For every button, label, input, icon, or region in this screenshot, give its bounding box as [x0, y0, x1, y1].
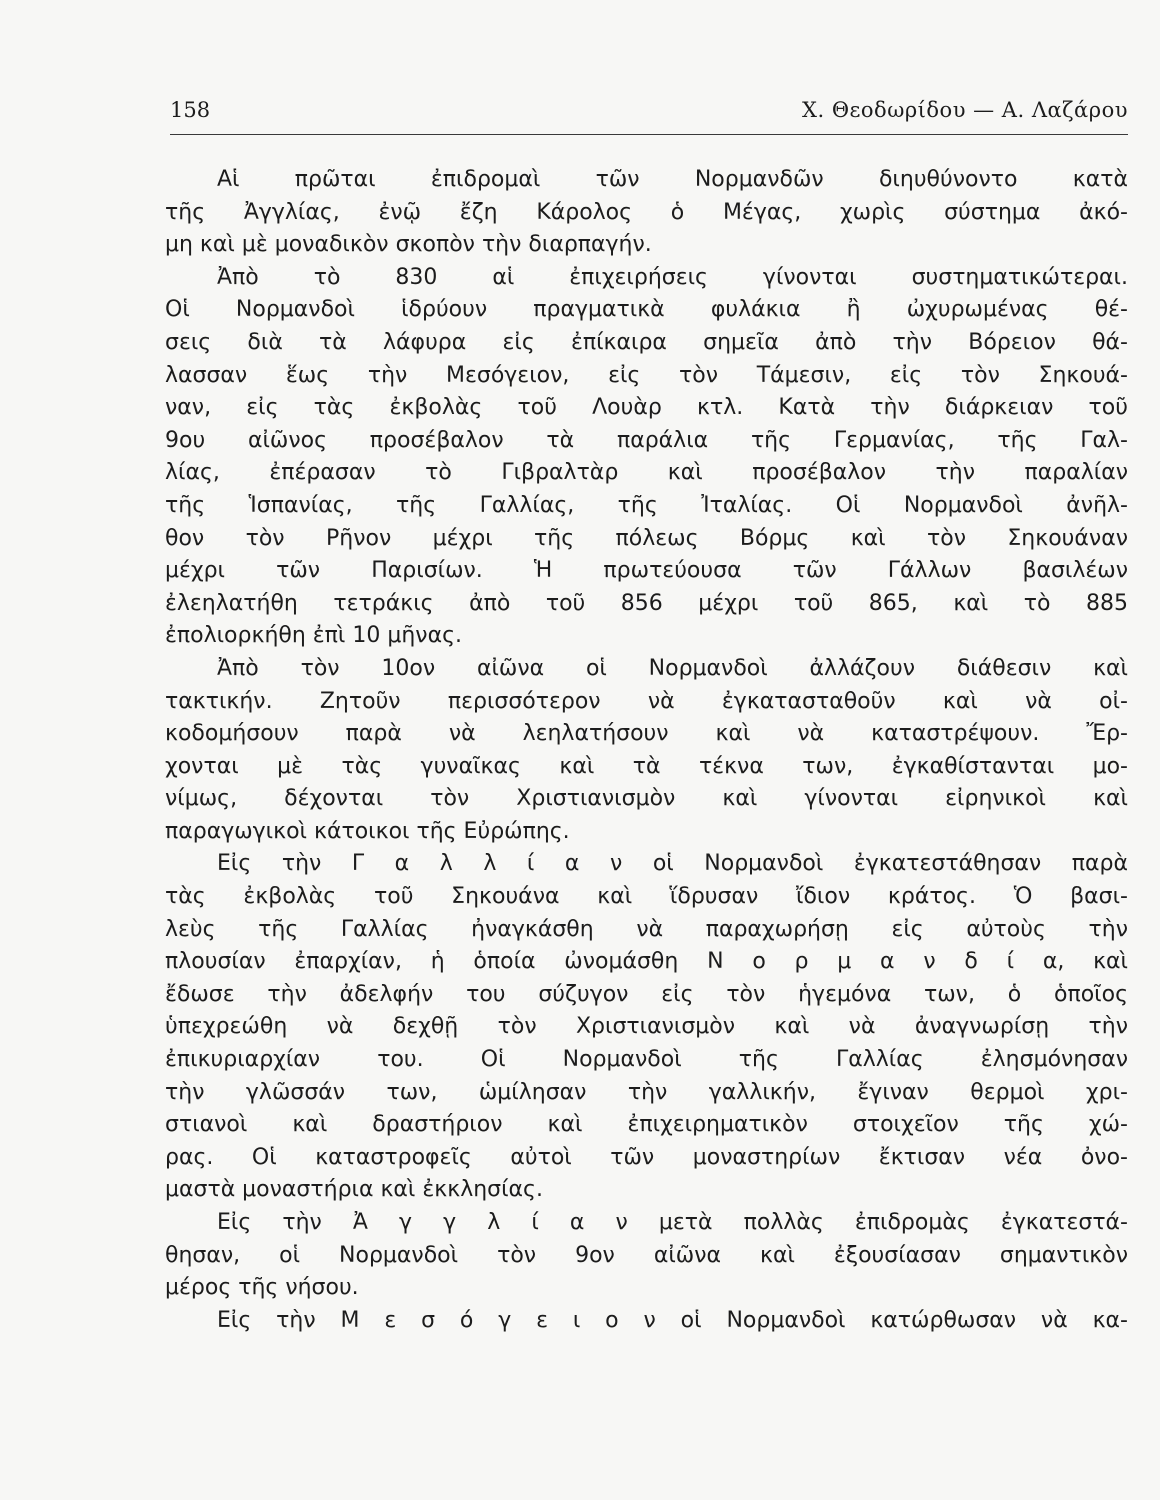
text-line: Ἀπὸ τὸν 10ον αἰῶνα οἱ Νορμανδοὶ ἀλλάζουν διάθεσιν καὶ [217, 655, 1128, 681]
text-line: Αἱ πρῶται ἐπιδρομαὶ τῶν Νορμανδῶν διηυθύνοντο κατὰ [217, 167, 1128, 192]
text-line: μαστὰ μοναστήρια καὶ ἐκκλησίας. [165, 1177, 543, 1203]
text-line: χονται μὲ τὰς γυναῖκας καὶ τὰ τέκνα των, ἐγκαθίστανται μο- [165, 753, 1128, 779]
text-line: παραγωγικοὶ κάτοικοι τῆς Εὐρώπης. [165, 818, 570, 844]
text-line: τὰς ἐκβολὰς τοῦ Σηκουάνα καὶ ἵδρυσαν ἴδιον κράτος. Ὁ βασι- [165, 884, 1128, 910]
page-number: 158 [170, 98, 211, 122]
text-line: ὑπεχρεώθη νὰ δεχθῇ τὸν Χριστιανισμὸν καὶ νὰ ἀναγνωρίσῃ τὴν [165, 1014, 1128, 1040]
text-line: λεὺς τῆς Γαλλίας ἠναγκάσθη νὰ παραχωρήσῃ εἰς αὐτοὺς τὴν [165, 916, 1128, 942]
text-line: στιανοὶ καὶ δραστήριον καὶ ἐπιχειρηματικὸν στοιχεῖον τῆς χώ- [165, 1112, 1128, 1138]
text-line: ἔδωσε τὴν ἀδελφήν του σύζυγον εἰς τὸν ἡγεμόνα των, ὁ ὁποῖος [165, 981, 1128, 1007]
body-text [165, 164, 1128, 1337]
text-line: Εἰς τὴν Μ ε σ ό γ ε ι ο ν οἱ Νορμανδοὶ κατώρθωσαν νὰ κα- [217, 1307, 1128, 1333]
text-line: μέχρι τῶν Παρισίων. Ἡ πρωτεύουσα τῶν Γάλλων βασιλέων [165, 558, 1128, 584]
text-line: Εἰς τὴν Ἀ γ γ λ ί α ν μετὰ πολλὰς ἐπιδρομὰς ἐγκατεστά- [217, 1210, 1128, 1235]
header-rule [170, 134, 1128, 135]
text-line: Ἀπὸ τὸ 830 αἱ ἐπιχειρήσεις γίνονται συστηματικώτεραι. [217, 264, 1128, 290]
page-header [170, 98, 1128, 134]
text-line: ρας. Οἱ καταστροφεῖς αὐτοὶ τῶν μοναστηρίων ἔκτισαν νέα ὀνο- [165, 1144, 1128, 1170]
text-line: ἐλεηλατήθη τετράκις ἀπὸ τοῦ 856 μέχρι τοῦ 865, καὶ τὸ 885 [165, 590, 1128, 616]
text-line: τὴν γλῶσσάν των, ὡμίλησαν τὴν γαλλικήν, ἔγιναν θερμοὶ χρι- [165, 1079, 1128, 1105]
text-line: τῆς Ἱσπανίας, τῆς Γαλλίας, τῆς Ἰταλίας. Οἱ Νορμανδοὶ ἀνῆλ- [165, 492, 1128, 518]
text-line: Οἱ Νορμανδοὶ ἱδρύουν πραγματικὰ φυλάκια ἢ ὠχυρωμένας θέ- [165, 297, 1128, 323]
text-line: πλουσίαν ἐπαρχίαν, ἡ ὁποία ὠνομάσθη Ν ο ρ μ α ν δ ί α, καὶ [165, 949, 1128, 975]
text-line: θησαν, οἱ Νορμανδοὶ τὸν 9ον αἰῶνα καὶ ἐξουσίασαν σημαντικὸν [165, 1242, 1128, 1268]
text-line: μη καὶ μὲ μοναδικὸν σκοπὸν τὴν διαρπαγήν. [165, 232, 652, 258]
text-line: λασσαν ἕως τὴν Μεσόγειον, εἰς τὸν Τάμεσιν, εἰς τὸν Σηκουά- [165, 362, 1128, 388]
text-line: νίμως, δέχονται τὸν Χριστιανισμὸν καὶ γίνονται εἰρηνικοὶ καὶ [165, 786, 1128, 812]
text-line: μέρος τῆς νήσου. [165, 1275, 359, 1301]
text-line: Εἰς τὴν Γ α λ λ ί α ν οἱ Νορμανδοὶ ἐγκατεστάθησαν παρὰ [217, 851, 1128, 877]
text-line: ἐπικυριαρχίαν του. Οἱ Νορμανδοὶ τῆς Γαλλίας ἐλησμόνησαν [165, 1047, 1128, 1073]
text-line: 9ου αἰῶνος προσέβαλον τὰ παράλια τῆς Γερμανίας, τῆς Γαλ- [165, 427, 1128, 453]
text-line: τακτικήν. Ζητοῦν περισσότερον νὰ ἐγκατασταθοῦν καὶ νὰ οἰ- [165, 688, 1128, 714]
text-line: θον τὸν Ρῆνον μέχρι τῆς πόλεως Βόρμς καὶ τὸν Σηκουάναν [165, 525, 1128, 551]
text-line: σεις διὰ τὰ λάφυρα εἰς ἐπίκαιρα σημεῖα ἀπὸ τὴν Βόρειον θά- [165, 329, 1128, 355]
text-line: λίας, ἐπέρασαν τὸ Γιβραλτὰρ καὶ προσέβαλον τὴν παραλίαν [165, 460, 1128, 486]
text-line: ναν, εἰς τὰς ἐκβολὰς τοῦ Λουὰρ κτλ. Κατὰ τὴν διάρκειαν τοῦ [165, 395, 1128, 421]
text-line: τῆς Ἀγγλίας, ἐνῷ ἔζη Κάρολος ὁ Μέγας, χωρὶς σύστημα ἀκό- [165, 199, 1128, 225]
running-head: Χ. Θεοδωρίδου — Α. Λαζάρου [802, 98, 1128, 122]
text-line: κοδομήσουν παρὰ νὰ λεηλατήσουν καὶ νὰ καταστρέψουν. Ἔρ- [165, 721, 1128, 747]
text-line: ἐπολιορκήθη ἐπὶ 10 μῆνας. [165, 623, 462, 649]
